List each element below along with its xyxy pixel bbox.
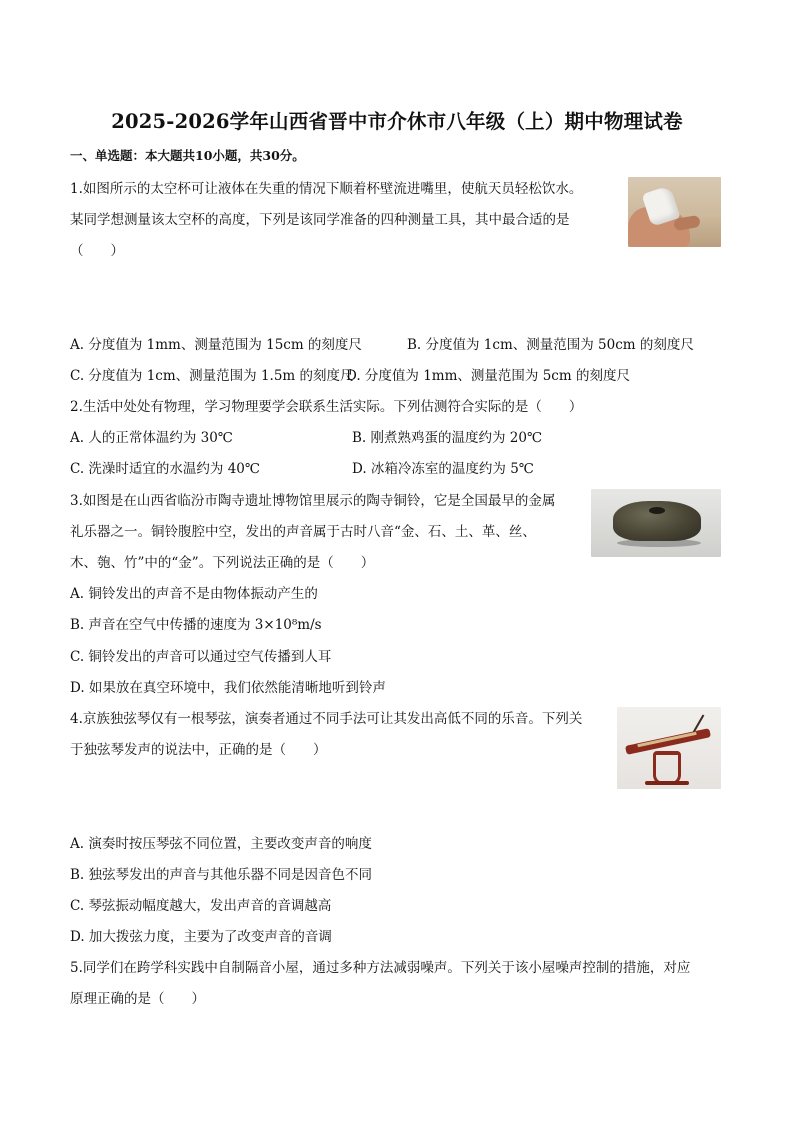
space-cup-photo — [628, 177, 721, 247]
q1-line-3: （ ） — [70, 243, 124, 259]
q3-option-d[interactable]: D. 如果放在真空环境中，我们依然能清晰地听到铃声 — [70, 680, 386, 696]
q2-option-a[interactable]: A. 人的正常体温约为 30℃ — [70, 430, 233, 446]
q3-line-2: 礼乐器之一。铜铃腹腔中空，发出的声音属于古时八音“金、石、土、革、丝、 — [70, 524, 536, 540]
q2-text: 2.生活中处处有物理，学习物理要学会联系生活实际。下列估测符合实际的是（ ） — [70, 399, 583, 415]
q1-line-2: 某同学想测量该太空杯的高度，下列是该同学准备的四种测量工具，其中最合适的是 — [70, 212, 570, 228]
q4-option-a[interactable]: A. 演奏时按压琴弦不同位置，主要改变声音的响度 — [70, 836, 372, 852]
monochord-photo — [617, 707, 721, 789]
q3-option-b[interactable]: B. 声音在空气中传播的速度为 3×10⁸m/s — [70, 617, 322, 633]
q2-option-b[interactable]: B. 刚煮熟鸡蛋的温度约为 20℃ — [352, 430, 543, 446]
q3-option-c[interactable]: C. 铜铃发出的声音可以通过空气传播到人耳 — [70, 649, 332, 665]
q1-option-b[interactable]: B. 分度值为 1cm、测量范围为 50cm 的刻度尺 — [407, 337, 694, 353]
q4-line-1: 4.京族独弦琴仅有一根琴弦，演奏者通过不同手法可让其发出高低不同的乐音。下列关 — [70, 711, 583, 727]
q3-line-1: 3.如图是在山西省临汾市陶寺遗址博物馆里展示的陶寺铜铃，它是全国最早的金属 — [70, 493, 556, 509]
page-title: 2025-2026学年山西省晋中市介休市八年级（上）期中物理试卷 — [111, 110, 683, 133]
q5-line-2: 原理正确的是（ ） — [70, 991, 205, 1007]
q4-option-d[interactable]: D. 加大拨弦力度，主要为了改变声音的音调 — [70, 929, 332, 945]
bronze-bell-photo — [591, 489, 721, 557]
section-header: 一、单选题：本大题共10小题，共30分。 — [70, 148, 305, 163]
q2-option-c[interactable]: C. 洗澡时适宜的水温约为 40℃ — [70, 461, 261, 477]
q1-option-c[interactable]: C. 分度值为 1cm、测量范围为 1.5m 的刻度尺 — [70, 368, 354, 384]
q4-line-2: 于独弦琴发声的说法中，正确的是（ ） — [70, 742, 327, 758]
q1-option-a[interactable]: A. 分度值为 1mm、测量范围为 15cm 的刻度尺 — [70, 337, 362, 353]
q2-option-d[interactable]: D. 冰箱冷冻室的温度约为 5℃ — [352, 461, 534, 477]
q5-line-1: 5.同学们在跨学科实践中自制隔音小屋，通过多种方法减弱噪声。下列关于该小屋噪声控制的措施，对应 — [70, 960, 691, 976]
q4-option-b[interactable]: B. 独弦琴发出的声音与其他乐器不同是因音色不同 — [70, 867, 373, 883]
q3-option-a[interactable]: A. 铜铃发出的声音不是由物体振动产生的 — [70, 586, 318, 602]
q1-line-1: 1.如图所示的太空杯可让液体在失重的情况下顺着杯壁流进嘴里，使航天员轻松饮水。 — [70, 181, 583, 197]
q4-option-c[interactable]: C. 琴弦振动幅度越大，发出声音的音调越高 — [70, 898, 332, 914]
q1-option-d[interactable]: D. 分度值为 1mm、测量范围为 5cm 的刻度尺 — [346, 368, 630, 384]
q3-line-3: 木、匏、竹”中的“金”。下列说法正确的是（ ） — [70, 555, 375, 571]
